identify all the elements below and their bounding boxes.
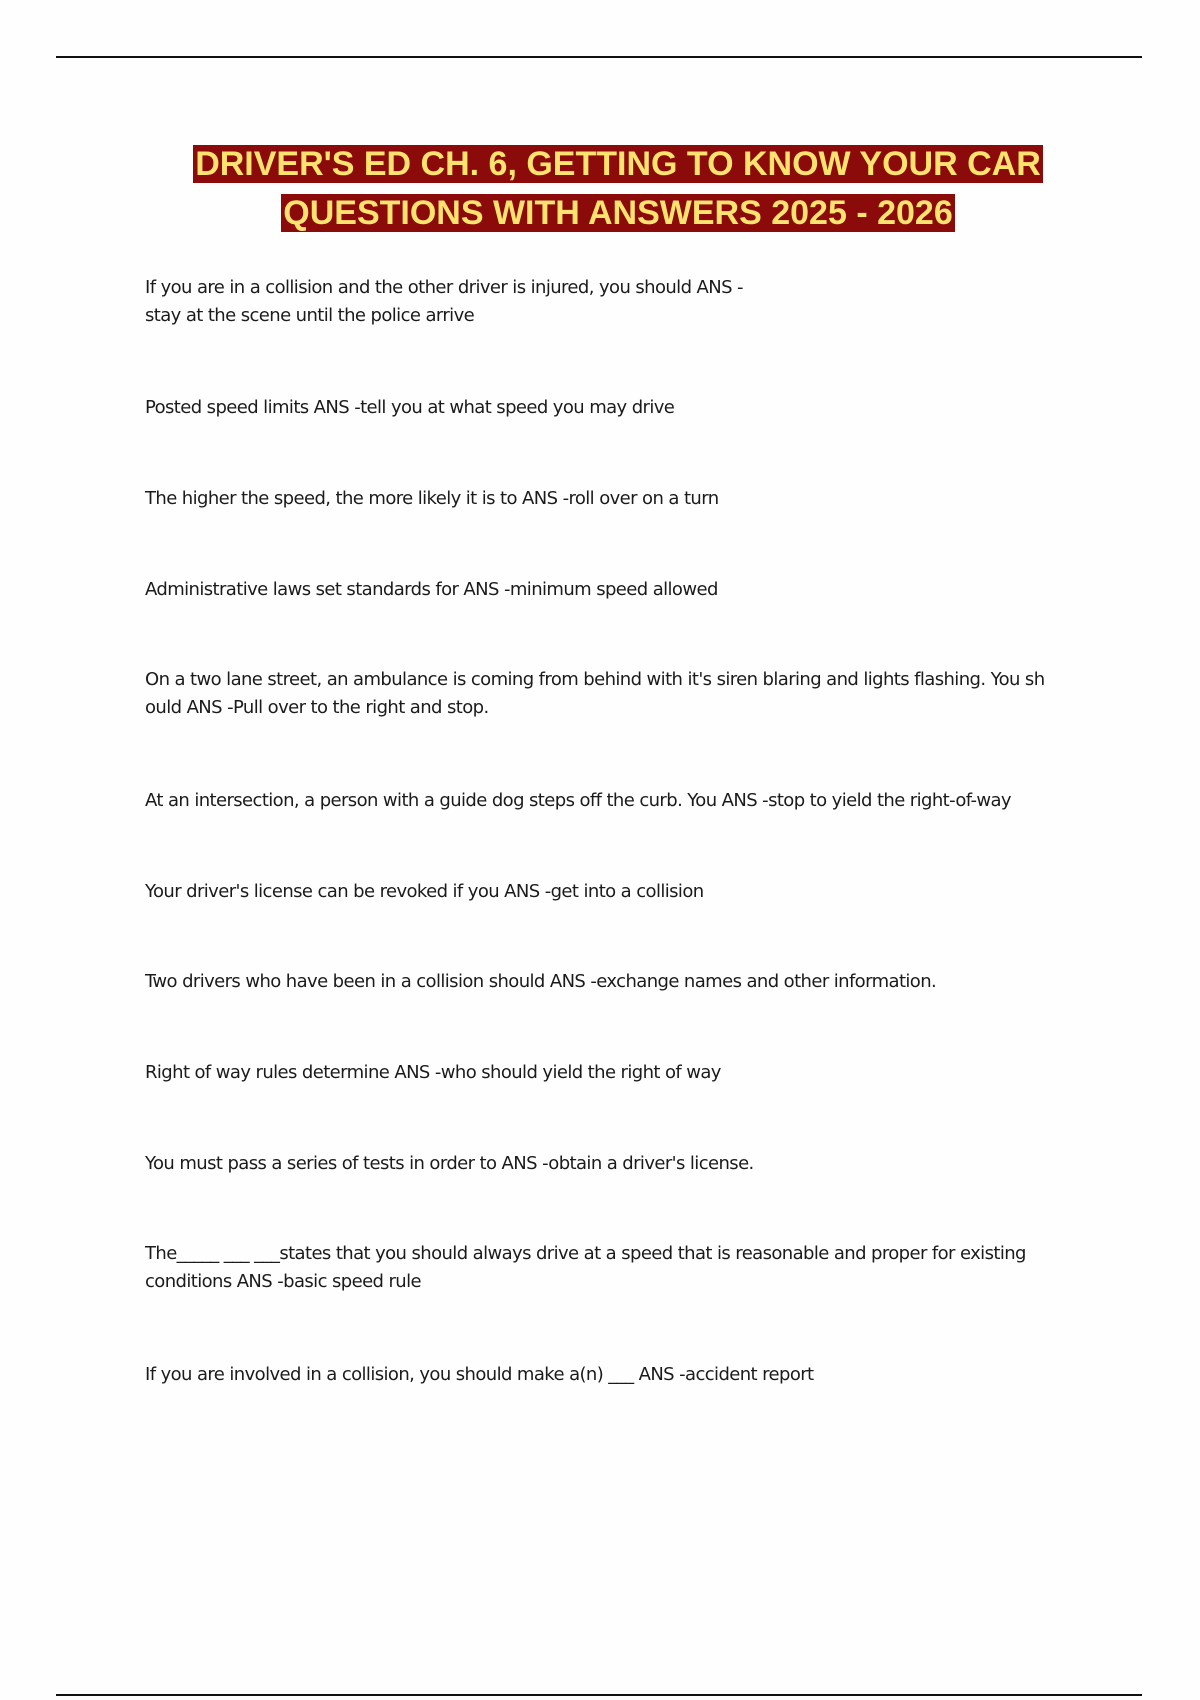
qa-text-continued: ould ANS -Pull over to the right and stop. — [145, 697, 489, 718]
title-line-1: DRIVER'S ED CH. 6, GETTING TO KNOW YOUR CAR — [195, 145, 1041, 183]
qa-text: Your driver's license can be revoked if you ANS -get into a collision — [145, 881, 704, 902]
qa-text: The higher the speed, the more likely it is to ANS -roll over on a turn — [145, 488, 719, 509]
bottom-rule — [56, 1694, 1142, 1696]
qa-item — [145, 1150, 1090, 1178]
top-rule — [56, 56, 1142, 58]
qa-item — [145, 1361, 1090, 1389]
qa-item — [145, 1059, 1090, 1087]
qa-text-continued: stay at the scene until the police arrive — [145, 305, 475, 326]
qa-item — [145, 968, 1090, 996]
qa-item — [145, 485, 1090, 513]
qa-text: If you are involved in a collision, you should make a(n) ___ ANS -accident report — [145, 1364, 814, 1385]
title-line-2-wrap — [0, 192, 1200, 241]
document-title — [0, 143, 1200, 241]
qa-item — [145, 394, 1090, 422]
qa-text: Two drivers who have been in a collision should ANS -exchange names and other information. — [145, 971, 937, 992]
qa-item — [145, 576, 1090, 604]
qa-text: The_____ ___ ___states that you should always drive at a speed that is reasonable and proper for existing — [145, 1243, 1026, 1264]
qa-text: On a two lane street, an ambulance is coming from behind with it's siren blaring and lights flashing. You sh — [145, 669, 1045, 690]
title-line-1-wrap — [0, 143, 1200, 192]
qa-text: At an intersection, a person with a guide dog steps off the curb. You ANS -stop to yield the right-of-way — [145, 790, 1011, 811]
qa-text: Posted speed limits ANS -tell you at what speed you may drive — [145, 397, 675, 418]
qa-item — [145, 274, 1090, 330]
qa-item — [145, 666, 1090, 722]
qa-text: Right of way rules determine ANS -who should yield the right of way — [145, 1062, 721, 1083]
qa-text: If you are in a collision and the other driver is injured, you should ANS - — [145, 277, 743, 298]
qa-item — [145, 878, 1090, 906]
qa-item — [145, 787, 1090, 815]
title-line-2: QUESTIONS WITH ANSWERS 2025 - 2026 — [283, 194, 953, 232]
qa-text: Administrative laws set standards for ANS -minimum speed allowed — [145, 579, 718, 600]
qa-item — [145, 1240, 1090, 1296]
qa-text-continued: conditions ANS -basic speed rule — [145, 1271, 421, 1292]
qa-text: You must pass a series of tests in order to ANS -obtain a driver's license. — [145, 1153, 754, 1174]
